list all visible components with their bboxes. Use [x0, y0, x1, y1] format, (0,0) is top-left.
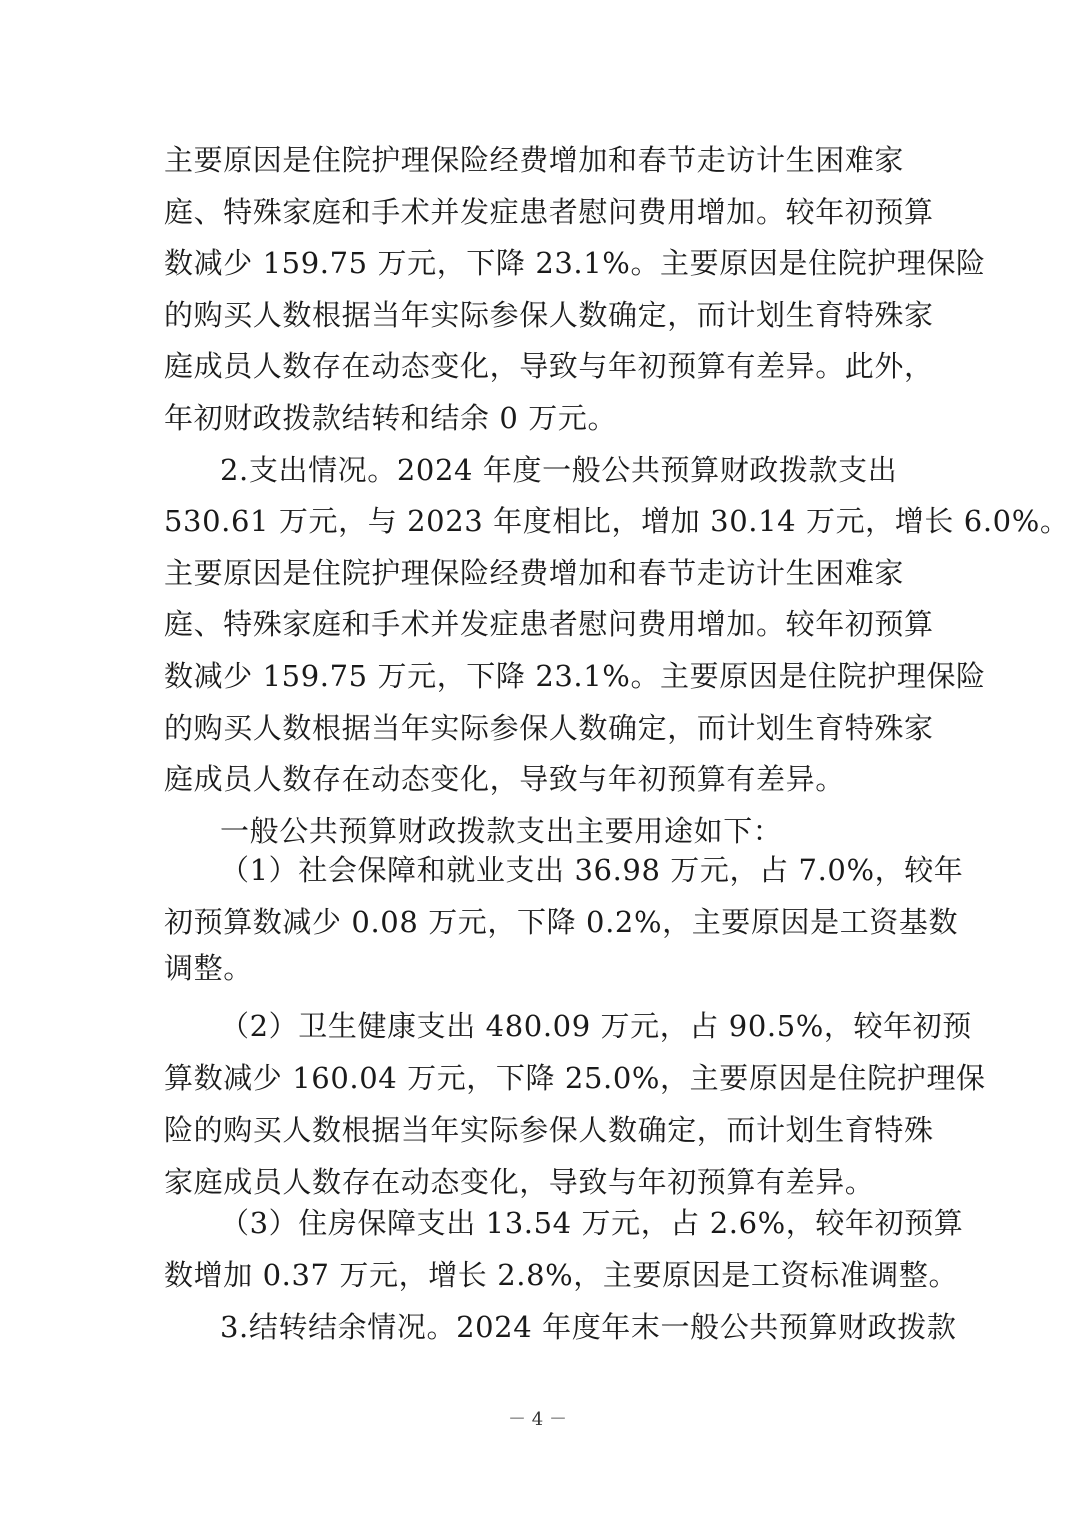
text-line: 的购买人数根据当年实际参保人数确定，而计划生育特殊家 — [164, 298, 934, 332]
page-number: － 4 － — [508, 1409, 567, 1430]
text-line: 初预算数减少 0.08 万元，下降 0.2%，主要原因是工资基数 — [164, 905, 959, 939]
list-item-line: （3）住房保障支出 13.54 万元，占 2.6%，较年初预算 — [220, 1206, 964, 1240]
text-line: 算数减少 160.04 万元，下降 25.0%，主要原因是住院护理保 — [164, 1061, 986, 1095]
paragraph-intro-line: 一般公共预算财政拨款支出主要用途如下： — [220, 814, 783, 848]
text-line: 的购买人数根据当年实际参保人数确定，而计划生育特殊家 — [164, 711, 934, 745]
text-line: 主要原因是住院护理保险经费增加和春节走访计生困难家 — [164, 143, 905, 177]
text-line: 年初财政拨款结转和结余 0 万元。 — [164, 401, 618, 435]
text-line: 庭、特殊家庭和手术并发症患者慰问费用增加。较年初预算 — [164, 607, 934, 641]
text-line: 数减少 159.75 万元，下降 23.1%。主要原因是住院护理保险 — [164, 246, 986, 280]
text-line: 数增加 0.37 万元，增长 2.8%，主要原因是工资标准调整。 — [164, 1258, 959, 1292]
paragraph-heading-line: 3.结转结余情况。2024 年度年末一般公共预算财政拨款 — [220, 1310, 957, 1344]
text-line: 主要原因是住院护理保险经费增加和春节走访计生困难家 — [164, 556, 905, 590]
list-item-line: （2）卫生健康支出 480.09 万元，占 90.5%，较年初预 — [220, 1009, 972, 1043]
text-line: 庭成员人数存在动态变化，导致与年初预算有差异。此外， — [164, 349, 934, 383]
text-line: 险的购买人数根据当年实际参保人数确定，而计划生育特殊 — [164, 1113, 934, 1147]
list-item-line: （1）社会保障和就业支出 36.98 万元，占 7.0%，较年 — [220, 853, 964, 887]
text-line: 庭成员人数存在动态变化，导致与年初预算有差异。 — [164, 762, 845, 796]
text-line: 调整。 — [164, 951, 253, 985]
text-line: 庭、特殊家庭和手术并发症患者慰问费用增加。较年初预算 — [164, 195, 934, 229]
paragraph-heading-line: 2.支出情况。2024 年度一般公共预算财政拨款支出 — [220, 453, 898, 487]
text-line: 530.61 万元，与 2023 年度相比，增加 30.14 万元，增长 6.0%。 — [164, 504, 1070, 538]
text-line: 数减少 159.75 万元，下降 23.1%。主要原因是住院护理保险 — [164, 659, 986, 693]
text-line: 家庭成员人数存在动态变化，导致与年初预算有差异。 — [164, 1165, 875, 1199]
